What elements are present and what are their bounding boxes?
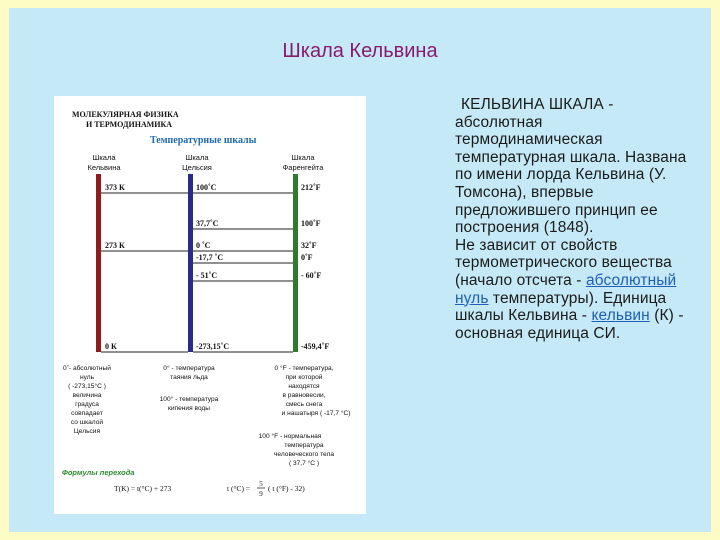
fahrenheit-note-line: человеческого тела	[273, 451, 335, 458]
fahrenheit-note-line: 100 °F - нормальная	[258, 433, 322, 440]
formula-fahrenheit-part: ( t (°F) - 32)	[268, 484, 305, 493]
fahrenheit-mark-0: 0˚F	[301, 253, 313, 262]
fahrenheit-mark-212: 212˚F	[301, 183, 321, 192]
fahrenheit-mark-minus60: - 60˚F	[301, 271, 322, 280]
scales-diagram	[54, 96, 366, 514]
description-text	[455, 96, 690, 342]
celsius-note-line: 0° - температура	[163, 365, 215, 372]
formula-caption: Формулы перехода	[62, 468, 135, 477]
kelvin-mark-273: 273 К	[105, 241, 125, 250]
properties-paragraph	[455, 237, 690, 343]
kelvin-note-line: нуль	[79, 374, 95, 381]
fahrenheit-note-line: температура	[284, 442, 324, 449]
slide-title: Шкала Кельвина	[282, 40, 438, 62]
formula-kelvin-celsius: T(K) = t(°C) + 273	[114, 484, 172, 493]
formula-fraction-numerator: 5	[259, 480, 263, 488]
kelvin-thermometer	[96, 174, 101, 352]
fahrenheit-note-line: и нашатыря ( -17,7 °С)	[281, 410, 351, 417]
kelvin-note-line: Цельсия	[73, 428, 101, 435]
kelvin-note-line: со шкалой	[70, 419, 104, 426]
fahrenheit-note-line: 0 °F - температура,	[274, 365, 334, 372]
definition-paragraph: КЕЛЬВИНА ШКАЛА - абсолютная термодинамическая температурная шкала. Названа по имени лорда Кельвина (У. Томсона), впервые предложившего принцип ее построения (1848).	[455, 96, 687, 237]
celsius-mark-37: 37,7˚С	[196, 219, 219, 228]
fahrenheit-note-line: в равновесии,	[282, 392, 326, 399]
figure-subtitle: Температурные шкалы	[150, 135, 257, 146]
celsius-mark-minus273: -273,15˚С	[196, 342, 230, 351]
kelvin-note-line: 0˚- абсолютный	[63, 365, 111, 372]
fahrenheit-note-line: при которой	[285, 374, 323, 381]
kelvin-scale-header-line2: Кельвина	[87, 163, 121, 172]
fahrenheit-mark-100: 100˚F	[301, 219, 321, 228]
properties-text: температуры). Единица шкалы Кельвина -	[455, 289, 667, 325]
fahrenheit-scale-header-line2: Фаренгейта	[282, 163, 324, 172]
celsius-note-line: таяния льда	[170, 374, 208, 381]
celsius-thermometer	[188, 174, 193, 352]
fahrenheit-note-line: ( 37,7 °С )	[288, 460, 320, 467]
kelvin-note-line: совпадает	[71, 410, 103, 417]
fahrenheit-scale-header-line1: Шкала	[291, 153, 315, 162]
absolute-zero-link[interactable]: абсолютный нуль	[455, 271, 677, 307]
formula-celsius-fahrenheit: t (°C) =	[227, 484, 251, 493]
kelvin-unit-link[interactable]: кельвин	[591, 307, 650, 325]
celsius-mark-minus17: -17,7 ˚С	[196, 253, 224, 262]
celsius-mark-minus51: - 51˚С	[196, 271, 218, 280]
fahrenheit-mark-minus459: -459,4˚F	[301, 342, 330, 351]
celsius-mark-100: 100˚С	[196, 183, 217, 192]
celsius-mark-0: 0 ˚С	[196, 241, 211, 250]
kelvin-note-line: градуса	[75, 401, 99, 408]
kelvin-note-line: величина	[72, 392, 102, 399]
fahrenheit-note-line: смесь снега	[285, 401, 323, 408]
kelvin-note-line: ( -273,15°С )	[68, 383, 106, 390]
formula-fraction-denominator: 9	[259, 490, 263, 498]
fahrenheit-note-line: находятся	[288, 383, 320, 390]
celsius-scale-header-line2: Цельсия	[182, 163, 212, 172]
fahrenheit-thermometer	[293, 174, 298, 352]
celsius-note-line: кипения воды	[167, 405, 211, 412]
kelvin-scale-header-line1: Шкала	[92, 153, 116, 162]
celsius-note-line: 100° - температура	[159, 396, 219, 403]
temperature-scales-figure	[54, 96, 366, 514]
figure-heading-line2: И ТЕРМОДИНАМИКА	[86, 120, 173, 129]
fahrenheit-mark-32: 32˚F	[301, 241, 317, 250]
kelvin-mark-0: 0 К	[105, 342, 117, 351]
figure-heading-line1: МОЛЕКУЛЯРНАЯ ФИЗИКА	[72, 110, 179, 119]
properties-text: (К) - основная единица СИ.	[455, 307, 684, 342]
kelvin-mark-373: 373 К	[105, 183, 125, 192]
celsius-scale-header-line1: Шкала	[185, 153, 209, 162]
properties-text: Не зависит от свойств термометрического вещества (начало отсчета -	[455, 236, 672, 289]
